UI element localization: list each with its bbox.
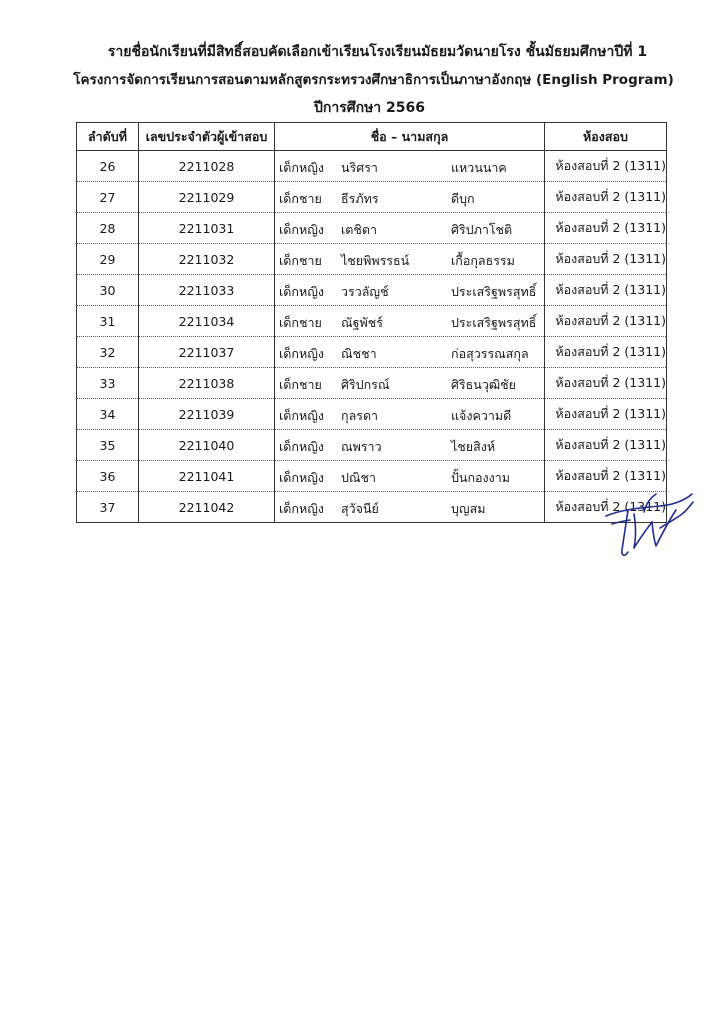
name-cell [275,213,545,244]
first-name: ณิชชา [341,346,377,361]
exam-id-cell: 2211028 [139,151,275,182]
name-cell [275,368,545,399]
seq-cell: 32 [77,337,139,368]
table-row [77,492,667,523]
first-name: ศิริปกรณ์ [341,377,390,392]
first-name: กุลรดา [341,408,379,423]
seq-cell: 34 [77,399,139,430]
seq-cell: 26 [77,151,139,182]
name-prefix: เด็กชาย [279,253,322,268]
room-cell: ห้องสอบที่ 2 (1311) [545,306,667,337]
exam-id-cell: 2211038 [139,368,275,399]
name-prefix: เด็กหญิง [279,408,324,423]
last-name: บุญสม [451,501,486,516]
room-cell: ห้องสอบที่ 2 (1311) [545,368,667,399]
name-cell [275,275,545,306]
room-cell: ห้องสอบที่ 2 (1311) [545,461,667,492]
first-name: ณพราว [341,439,382,454]
first-name: นริศรา [341,160,378,175]
table-row [77,213,667,244]
seq-cell: 27 [77,182,139,213]
seq-cell: 29 [77,244,139,275]
exam-id-cell: 2211033 [139,275,275,306]
column-header-exam-id: เลขประจำตัวผู้เข้าสอบ [139,123,275,151]
first-name: เตชิตา [341,222,378,237]
first-name: สุวัจนีย์ [341,501,379,516]
document-subtitle: โครงการจัดการเรียนการสอนตามหลักสูตรกระทรวงศึกษาธิการเป็นภาษาอังกฤษ (English Program) [73,72,674,88]
seq-cell: 35 [77,430,139,461]
name-cell [275,337,545,368]
document-header [0,38,725,122]
room-cell: ห้องสอบที่ 2 (1311) [545,337,667,368]
table-row [77,151,667,182]
last-name: ปั้นกองงาม [451,470,511,485]
column-header-seq: ลำดับที่ [77,123,139,151]
table-row [77,368,667,399]
name-cell [275,461,545,492]
name-cell [275,182,545,213]
name-cell [275,244,545,275]
room-cell: ห้องสอบที่ 2 (1311) [545,244,667,275]
exam-id-cell: 2211040 [139,430,275,461]
name-cell [275,430,545,461]
first-name: ปณิชา [341,470,377,485]
name-prefix: เด็กหญิง [279,284,324,299]
handwritten-signature-icon [598,484,698,564]
last-name: ดีบุก [451,191,475,206]
last-name: เกื้อกุลธรรม [451,253,515,268]
name-cell [275,399,545,430]
name-prefix: เด็กหญิง [279,160,324,175]
name-prefix: เด็กหญิง [279,222,324,237]
name-prefix: เด็กหญิง [279,501,324,516]
room-cell: ห้องสอบที่ 2 (1311) [545,275,667,306]
exam-id-cell: 2211032 [139,244,275,275]
last-name: ศิริปภาโชติ [451,222,513,237]
name-prefix: เด็กหญิง [279,346,324,361]
last-name: ก่อสุวรรณสกุล [451,346,529,361]
column-header-name: ชื่อ – นามสกุล [275,123,545,151]
first-name: ไชยพิพรรธน์ [341,253,410,268]
document-title: รายชื่อนักเรียนที่มีสิทธิ์สอบคัดเลือกเข้าเรียนโรงเรียนมัธยมวัดนายโรง ชั้นมัธยมศึกษาปีที่ 1 [107,44,648,60]
table-header-row [77,123,667,151]
exam-id-cell: 2211039 [139,399,275,430]
name-cell [275,306,545,337]
seq-cell: 36 [77,461,139,492]
room-cell: ห้องสอบที่ 2 (1311) [545,430,667,461]
exam-id-cell: 2211037 [139,337,275,368]
table-row [77,306,667,337]
name-cell [275,151,545,182]
academic-year: ปีการศึกษา 2566 [313,100,426,116]
seq-cell: 30 [77,275,139,306]
room-cell: ห้องสอบที่ 2 (1311) [545,213,667,244]
last-name: ไชยสิงห์ [451,439,496,454]
first-name: ณัฐพัชร์ [341,315,383,330]
name-cell [275,492,545,523]
exam-id-cell: 2211041 [139,461,275,492]
last-name: ประเสริฐพรสุทธิ์ [451,315,537,330]
name-prefix: เด็กหญิง [279,470,324,485]
exam-id-cell: 2211034 [139,306,275,337]
table-row [77,182,667,213]
room-cell: ห้องสอบที่ 2 (1311) [545,492,667,523]
exam-id-cell: 2211029 [139,182,275,213]
name-prefix: เด็กหญิง [279,439,324,454]
exam-id-cell: 2211042 [139,492,275,523]
room-cell: ห้องสอบที่ 2 (1311) [545,151,667,182]
seq-cell: 31 [77,306,139,337]
table-row [77,399,667,430]
room-cell: ห้องสอบที่ 2 (1311) [545,399,667,430]
last-name: แหวนนาค [451,160,507,175]
table-row [77,430,667,461]
name-prefix: เด็กชาย [279,191,322,206]
seq-cell: 33 [77,368,139,399]
column-header-room: ห้องสอบ [545,123,667,151]
exam-id-cell: 2211031 [139,213,275,244]
table-row [77,244,667,275]
seq-cell: 28 [77,213,139,244]
room-cell: ห้องสอบที่ 2 (1311) [545,182,667,213]
seq-cell: 37 [77,492,139,523]
last-name: ศิริธนวุฒิชัย [451,377,516,392]
name-prefix: เด็กชาย [279,377,322,392]
first-name: วรวลัญช์ [341,284,389,299]
first-name: ธีรภัทร [341,191,379,206]
name-prefix: เด็กชาย [279,315,322,330]
table-row [77,337,667,368]
table-row [77,461,667,492]
last-name: แจ้งความดี [451,408,512,423]
last-name: ประเสริฐพรสุทธิ์ [451,284,537,299]
table-row [77,275,667,306]
student-roster-table [76,122,667,523]
